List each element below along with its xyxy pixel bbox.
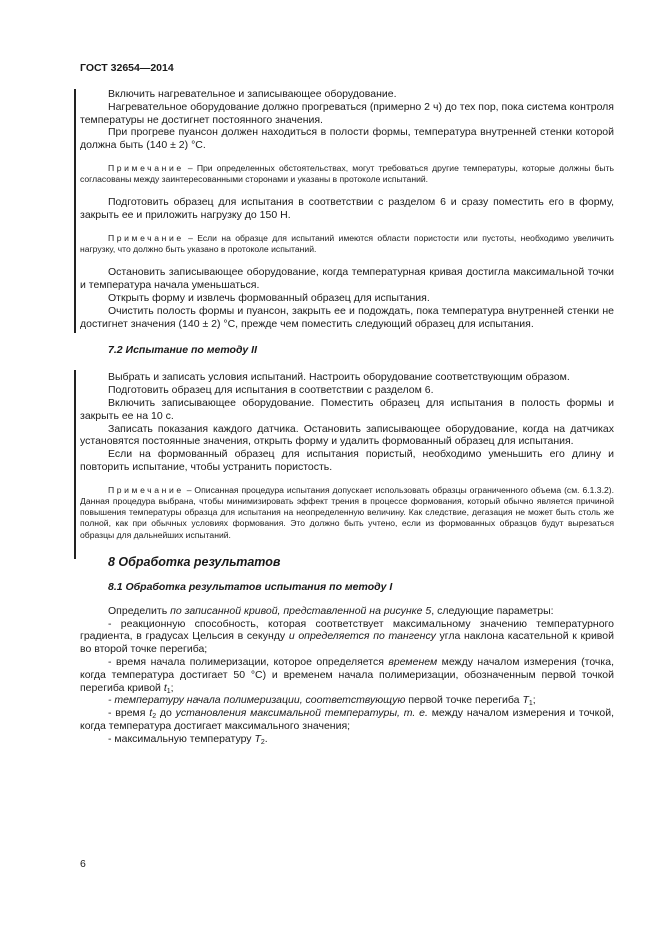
paragraph: Записать показания каждого датчика. Остановить записывающее оборудование, когда на датчиках установятся постоянные значения, открыть форму и удалить формованный образец для испытания. (80, 422, 614, 448)
list-item: - температуру начала полимеризации, соответствующую первой точке перегиба $T_1$; (108, 694, 536, 708)
note-label: Примечание (108, 484, 184, 495)
paragraph: Нагревательное оборудование должно прогреваться (примерно 2 ч) до тех пор, пока система контроля температуры не достигнет постоянного значения. (80, 100, 614, 126)
note-label: Примечание (108, 232, 184, 243)
section-heading-8: 8 Обработка результатов (108, 554, 281, 569)
paragraph: Включить нагревательное и записывающее оборудование. (108, 88, 397, 100)
paragraph: Подготовить образец для испытания в соответствии с разделом 6. (108, 384, 434, 397)
paragraph: Очистить полость формы и пуансон, закрыть ее и подождать, пока температура внутренней стенки не достигнет значения (140 ± 2) °С, прежде чем поместить следующий образец для испытания. (80, 304, 614, 330)
page-number: 6 (80, 858, 86, 870)
document-body (80, 88, 614, 746)
note-label: Примечание (108, 162, 184, 173)
note (80, 233, 614, 255)
paragraph: Подготовить образец для испытания в соответствии с разделом 6 и сразу поместить его в форму, закрыть ее и приложить нагрузку до 150 Н. (80, 196, 614, 222)
paragraph: Остановить записывающее оборудование, когда температурная кривая достигла максимальной точки и температура начала уменьшаться. (80, 266, 614, 292)
change-bar (74, 370, 76, 559)
list-item: - реакционную способность, которая соответствует максимальному значению температурного градиента, в градусах Цельсия в секунду и определяется по тангенсу угла наклона касательной к кривой во второй точке перегиба; (80, 617, 614, 656)
note (80, 163, 614, 185)
list-item: - время начала полимеризации, которое определяется временем между началом измерения (точка, когда температура достигает 50 °С) и временем начала полимеризации, обозначенным первой точкой перегиба кривой $t_1$; (80, 655, 614, 695)
paragraph: Открыть форму и извлечь формованный образец для испытания. (108, 291, 430, 304)
paragraph: Выбрать и записать условия испытаний. Настроить оборудование соответствующим образом. (108, 371, 570, 384)
paragraph: Определить по записанной кривой, представленной на рисунке 5, следующие параметры: (108, 604, 554, 617)
paragraph: Включить записывающее оборудование. Поместить образец для испытания в полость формы и закрыть ее на 10 с. (80, 396, 614, 422)
note-text: – Если на образце для испытаний имеются области пористости или пустоты, необходимо увеличить нагрузку, что должно быть указано в протоколе испытаний. (80, 232, 614, 255)
list-item: - время $t_2$ до установления максимальной температуры, т. е. между началом измерения и точкой, когда температура достигает максимального значения; (80, 707, 614, 732)
note-text: – При определенных обстоятельствах, могут требоваться другие температуры, которые должны быть согласованы между заинтересованными сторонами и указаны в протоколе испытаний. (80, 162, 614, 185)
note-text: – Описанная процедура испытания допускает использовать образцы ограниченного объема (см. 6.1.3.2). Данная процедура выбрана, чтобы минимизировать эффект трения в процессе формования, который обычно является причиной повышения температуры образца для испытания на неопределенную величину. Как следствие, дегазация не может быть столь же полной, как при обычных условиях формования. Это должно быть учтено, если из формованных образцов будут вырезаться образцы для дальнейших испытаний. (80, 484, 614, 540)
note (80, 485, 614, 541)
page-header: ГОСТ 32654—2014 (80, 62, 174, 74)
section-heading-8-1: 8.1 Обработка результатов испытания по методу I (108, 580, 393, 593)
section-heading-7-2: 7.2 Испытание по методу II (108, 344, 258, 357)
change-bar (74, 89, 76, 333)
paragraph: Если на формованный образец для испытания пористый, необходимо уменьшить его длину и повторить испытание, чтобы устранить пористость. (80, 448, 614, 473)
paragraph: При прогреве пуансон должен находиться в полости формы, температура внутренней стенки которой должна быть (140 ± 2) °С. (80, 126, 614, 152)
list-item: - максимальную температуру $T_2$. (108, 732, 268, 746)
